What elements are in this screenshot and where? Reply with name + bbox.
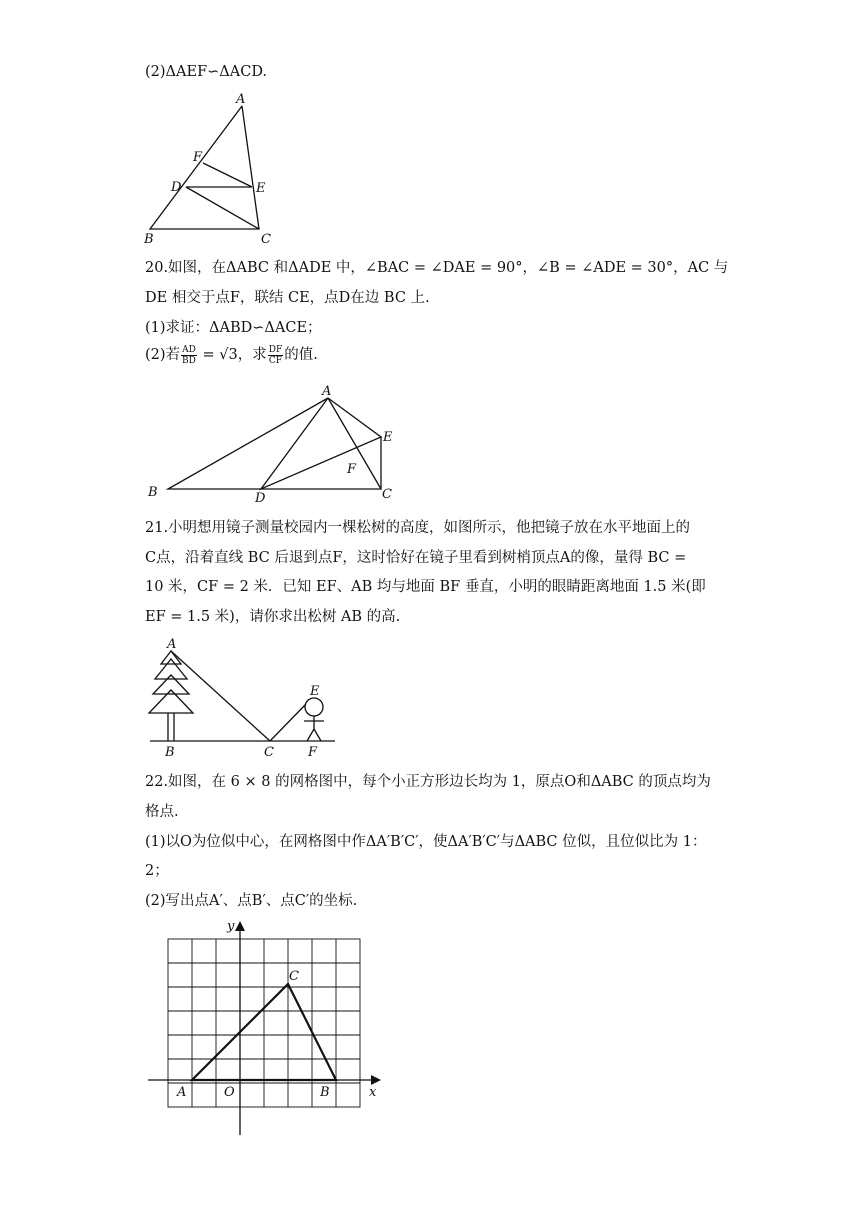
q22-label-c: C	[289, 969, 299, 984]
q22-coordinate-grid	[140, 915, 390, 1140]
q20-part2	[145, 343, 318, 366]
frac2-denominator: CF	[268, 355, 283, 366]
frac1-numerator: AD	[182, 344, 196, 355]
q22-line1: 22.如图，在 6 × 8 的网格图中，每个小正方形边长均为 1，原点O和ΔABC 的顶点均为	[145, 774, 711, 790]
y-axis-arrow-icon	[235, 921, 245, 931]
q19-figure	[140, 90, 300, 250]
frac2-numerator: DF	[268, 344, 283, 355]
ray-c-to-e	[270, 704, 306, 741]
q21-label-b: B	[165, 745, 175, 760]
q22-part2: (2)写出点A′、点B′、点C′的坐标.	[145, 893, 358, 909]
q21-line4: EF = 1.5 米)，请你求出松树 AB 的高.	[145, 609, 401, 625]
q20-label-a: A	[322, 384, 332, 399]
q19-label-b: B	[144, 232, 154, 247]
triangle-ade	[261, 398, 381, 489]
q20-label-f: F	[347, 462, 357, 477]
q20-label-d: D	[255, 491, 266, 506]
q19-part2: (2)ΔAEF∽ΔACD.	[145, 64, 268, 80]
q21-line3: 10 米，CF = 2 米．已知 EF、AB 均与地面 BF 垂直，小明的眼睛距离地面 1.5 米(即	[145, 579, 706, 595]
q21-label-a: A	[167, 637, 177, 652]
q20-label-e: E	[383, 430, 393, 445]
q20-part1: (1)求证：ΔABD∽ΔACE；	[145, 320, 322, 336]
q19-label-d: D	[171, 180, 182, 195]
q20-line1: 20.如图，在ΔABC 和ΔADE 中，∠BAC = ∠DAE = 90°，∠B = ∠ADE = 30°，AC 与	[145, 260, 729, 276]
q19-label-e: E	[256, 181, 266, 196]
segment-dc	[186, 187, 259, 229]
q19-label-a: A	[236, 92, 246, 107]
segment-fe	[203, 163, 252, 187]
q22-part1b: 2；	[145, 863, 169, 879]
q20-label-b: B	[148, 485, 158, 500]
q22-label-b: B	[320, 1085, 330, 1100]
y-axis-label: y	[227, 919, 235, 934]
q21-label-f: F	[308, 745, 318, 760]
q22-part1a: (1)以O为位似中心，在网格图中作ΔA′B′C′，使ΔA′B′C′与ΔABC 位似，且位似比为 1：	[145, 834, 707, 850]
person-icon	[304, 698, 324, 741]
q20-figure	[140, 380, 410, 505]
q22-label-a: A	[177, 1085, 187, 1100]
q22-line2: 格点.	[145, 804, 179, 820]
q21-label-e: E	[310, 684, 320, 699]
q19-label-f: F	[193, 150, 203, 165]
q20-part2-mid: = √3，求	[197, 347, 267, 363]
triangle-abc	[150, 106, 259, 229]
q20-label-c: C	[382, 487, 392, 502]
q21-figure	[140, 635, 340, 760]
frac1-denominator: BD	[182, 355, 196, 366]
x-axis-label: x	[369, 1085, 377, 1100]
fraction-df-cf	[268, 345, 283, 366]
q21-label-c: C	[264, 745, 274, 760]
q22-label-o: O	[224, 1085, 235, 1100]
x-axis-arrow-icon	[371, 1075, 381, 1085]
q20-line2: DE 相交于点F，联结 CE，点D在边 BC 上.	[145, 290, 430, 306]
grid-lines	[168, 939, 360, 1107]
q20-part2-suffix: 的值.	[284, 347, 318, 363]
ray-a-to-c	[171, 651, 270, 741]
q19-label-c: C	[261, 232, 271, 247]
q21-line2: C点，沿着直线 BC 后退到点F，这时恰好在镜子里看到树梢顶点A的像，量得 BC =	[145, 550, 687, 566]
q21-line1: 21.小明想用镜子测量校园内一棵松树的高度，如图所示，他把镜子放在水平地面上的	[145, 520, 691, 536]
q20-part2-prefix: (2)若	[145, 347, 181, 363]
fraction-ad-bd	[181, 345, 197, 366]
